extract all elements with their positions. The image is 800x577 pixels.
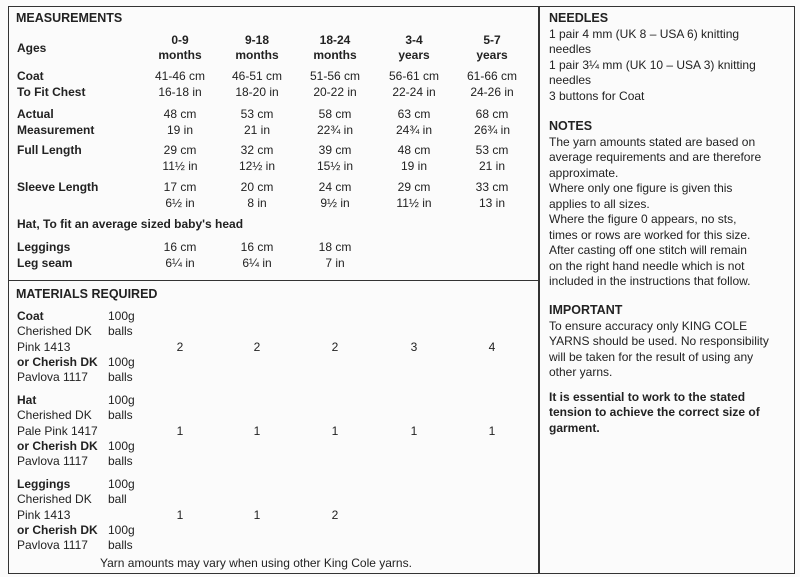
material-unit: balls: [108, 408, 133, 423]
measurement-value: 53 cm: [240, 107, 274, 121]
measurement-value: 56-61 cm: [388, 69, 440, 83]
important-section: [549, 303, 789, 436]
measurement-value: 61-66 cm: [466, 69, 518, 83]
material-name: Coat: [17, 309, 44, 323]
row-label: To Fit Chest: [17, 84, 86, 99]
ball-count: 2: [331, 339, 339, 354]
important-bold-line: garment.: [549, 420, 600, 435]
needles-line: needles: [549, 42, 592, 56]
size-header-line1: 18-24: [319, 33, 351, 47]
measurement-value: 24 cm: [318, 180, 352, 194]
measurement-value: 18 cm: [318, 240, 352, 254]
measurement-value: 16-18 in: [158, 84, 202, 99]
materials-footnote: Yarn amounts may vary when using other King Cole yarns.: [100, 556, 412, 570]
measurement-value: 48 cm: [163, 107, 197, 121]
material-yarn-colour: Pink 1413: [17, 507, 71, 522]
measurement-value: 8 in: [247, 195, 267, 210]
measurement-value: 53 cm: [475, 143, 509, 157]
measurement-value: 16 cm: [240, 240, 274, 254]
notes-line: included in the instructions that follow.: [549, 274, 751, 288]
measurement-value: 6½ in: [165, 195, 195, 210]
size-header-line2: years: [398, 48, 430, 62]
ball-count: 2: [331, 507, 339, 522]
ball-count: 1: [253, 423, 261, 438]
row-label: Coat: [17, 69, 44, 83]
materials-title: MATERIALS REQUIRED: [16, 287, 158, 301]
measurement-value: 12½ in: [238, 158, 276, 173]
material-yarn: Cherished DK: [17, 324, 92, 339]
notes-line: average requirements and are therefore: [549, 150, 762, 164]
measurement-value: 24¾ in: [395, 122, 433, 137]
size-header-line2: months: [235, 48, 279, 62]
important-line: will be taken for the result of using any: [549, 349, 754, 364]
material-alt-colour: Pavlova 1117: [17, 370, 88, 385]
row-label: Leg seam: [17, 255, 73, 270]
row-label: Ages: [17, 41, 47, 55]
ball-count: 1: [176, 423, 184, 438]
notes-line: applies to all sizes.: [549, 196, 650, 211]
material-alt-yarn: or Cherish DK: [17, 522, 98, 537]
measurement-value: 26¾ in: [473, 122, 511, 137]
measurement-value: 21 in: [243, 122, 271, 137]
notes-section: [549, 119, 789, 290]
measurement-value: 51-56 cm: [309, 69, 361, 83]
important-bold-line: tension to achieve the correct size of: [549, 405, 760, 419]
material-yarn: Cherished DK: [17, 408, 92, 423]
measurement-value: 39 cm: [318, 143, 352, 157]
ball-count: 1: [176, 507, 184, 522]
measurement-value: 19 in: [400, 158, 428, 173]
notes-line: The yarn amounts stated are based on: [549, 134, 756, 149]
important-bold-line: It is essential to work to the stated: [549, 389, 746, 404]
measurement-value: 13 in: [478, 195, 506, 210]
material-yarn-colour: Pink 1413: [17, 339, 71, 354]
measurement-value: 22¾ in: [316, 122, 354, 137]
ball-count: 2: [176, 339, 184, 354]
row-label: Full Length: [17, 143, 82, 157]
measurements-title: MEASUREMENTS: [16, 11, 123, 25]
ball-count: 1: [253, 507, 261, 522]
material-unit: ball: [108, 492, 127, 507]
notes-line: Where the figure 0 appears, no sts,: [549, 212, 737, 226]
material-yarn: Cherished DK: [17, 492, 92, 507]
measurement-value: 68 cm: [475, 107, 509, 121]
material-qty: 100g: [108, 438, 135, 453]
measurement-value: 11½ in: [162, 158, 198, 173]
ball-count: 2: [253, 339, 261, 354]
material-alt-yarn: or Cherish DK: [17, 438, 98, 453]
ball-count: 1: [331, 423, 339, 438]
measurement-value: 58 cm: [318, 107, 352, 121]
measurement-value: 15½ in: [316, 158, 354, 173]
important-title: IMPORTANT: [549, 303, 623, 317]
measurement-value: 20 cm: [240, 180, 274, 194]
measurement-value: 22-24 in: [392, 84, 436, 99]
size-header-line1: 5-7: [483, 33, 501, 47]
measurement-value: 6¼ in: [242, 255, 272, 270]
needles-title: NEEDLES: [549, 11, 609, 25]
measurement-value: 29 cm: [163, 143, 197, 157]
measurement-value: 21 in: [478, 158, 506, 173]
material-alt-yarn: or Cherish DK: [17, 354, 98, 369]
measurement-value: 11½ in: [396, 195, 432, 210]
size-header-line2: months: [313, 48, 357, 62]
needles-line: needles: [549, 73, 592, 87]
measurement-value: 20-22 in: [313, 84, 357, 99]
material-unit: balls: [108, 370, 133, 385]
measurement-value: 16 cm: [163, 240, 197, 254]
row-label: Measurement: [17, 122, 95, 137]
measurement-value: 9½ in: [320, 195, 350, 210]
material-name: Leggings: [17, 477, 71, 491]
section-divider: [8, 280, 539, 281]
material-unit: balls: [108, 454, 133, 469]
size-header-line2: years: [476, 48, 508, 62]
needles-line: 1 pair 3¼ mm (UK 10 – USA 3) knitting: [549, 57, 756, 72]
measurement-value: 46-51 cm: [231, 69, 283, 83]
needles-line: 1 pair 4 mm (UK 8 – USA 6) knitting: [549, 26, 740, 41]
notes-title: NOTES: [549, 119, 593, 133]
measurement-value: 32 cm: [240, 143, 274, 157]
measurement-value: 63 cm: [397, 107, 431, 121]
measurement-value: 48 cm: [397, 143, 431, 157]
size-header-line2: months: [158, 48, 202, 62]
measurement-value: 7 in: [325, 255, 345, 270]
ball-count: 4: [488, 339, 496, 354]
measurement-value: 24-26 in: [470, 84, 514, 99]
notes-line: After casting off one stitch will remain: [549, 243, 747, 257]
material-alt-colour: Pavlova 1117: [17, 454, 88, 469]
material-qty: 100g: [108, 309, 135, 323]
measurement-value: 6¼ in: [165, 255, 195, 270]
ball-count: 3: [410, 339, 418, 354]
measurement-value: 33 cm: [475, 180, 509, 194]
material-yarn-colour: Pale Pink 1417: [17, 423, 98, 438]
notes-line: Where only one figure is given this: [549, 181, 733, 195]
material-qty: 100g: [108, 522, 135, 537]
material-unit: balls: [108, 324, 133, 339]
material-unit: balls: [108, 538, 133, 553]
material-alt-colour: Pavlova 1117: [17, 538, 88, 553]
row-label: Actual: [17, 107, 54, 121]
important-line: YARNS should be used. No responsibility: [549, 334, 769, 348]
row-label: Hat, To fit an average sized baby's head: [17, 217, 244, 231]
notes-line: times or rows are worked for this size.: [549, 227, 751, 242]
measurement-value: 18-20 in: [235, 84, 279, 99]
size-header-line1: 3-4: [405, 33, 423, 47]
measurement-value: 41-46 cm: [154, 69, 206, 83]
measurement-value: 29 cm: [397, 180, 431, 194]
material-qty: 100g: [108, 477, 135, 491]
row-label: Leggings: [17, 240, 71, 254]
important-line: other yarns.: [549, 365, 613, 379]
material-qty: 100g: [108, 393, 135, 407]
measurement-value: 17 cm: [163, 180, 197, 194]
ball-count: 1: [488, 423, 496, 438]
material-qty: 100g: [108, 354, 135, 369]
measurement-value: 19 in: [166, 122, 194, 137]
row-label: Sleeve Length: [17, 180, 99, 194]
size-header-line1: 9-18: [244, 33, 270, 47]
needles-section: [549, 11, 789, 104]
important-line: To ensure accuracy only KING COLE: [549, 318, 748, 333]
needles-line: 3 buttons for Coat: [549, 88, 645, 103]
notes-line: approximate.: [549, 165, 619, 180]
size-header-line1: 0-9: [171, 33, 189, 47]
notes-line: on the right hand needle which is not: [549, 258, 745, 273]
ball-count: 1: [410, 423, 418, 438]
material-name: Hat: [17, 393, 37, 407]
